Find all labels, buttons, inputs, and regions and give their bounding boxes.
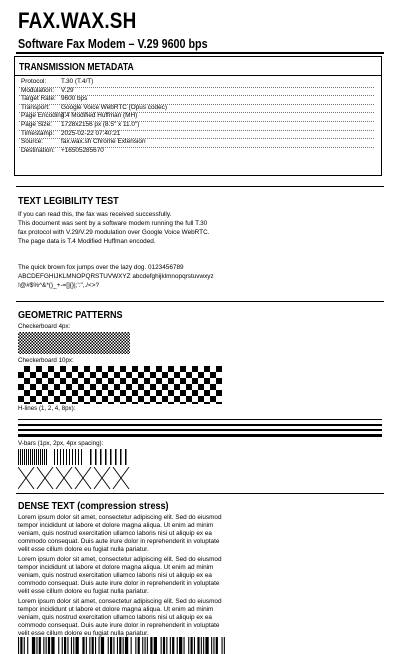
metadata-row-page-encoding [19, 112, 374, 121]
dense-line: commodo consequat. Duis aute irure dolor in reprehenderit in voluptate [18, 580, 220, 587]
metadata-row-protocol [19, 78, 374, 87]
barcode-bar [224, 637, 225, 654]
barcode-bar [194, 637, 195, 654]
metadata-key: Target Rate: [21, 95, 56, 103]
barcode-bar [163, 637, 165, 654]
metadata-value: 9600 bps [61, 95, 88, 103]
barcode-bar [95, 637, 96, 654]
metadata-key: Protocol: [21, 78, 47, 85]
barcode-bar [154, 637, 157, 654]
diagonal-cross-pattern [18, 467, 130, 489]
metadata-row-page-size [19, 121, 374, 130]
metadata-separator [15, 75, 381, 76]
barcode-bar [92, 637, 94, 654]
metadata-row-modulation [19, 87, 374, 96]
barcode-bar [125, 637, 128, 654]
barcode-bar [76, 637, 79, 654]
barcode-bar [67, 637, 68, 654]
barcode-bar [145, 637, 146, 654]
dense-line: veniam, quis nostrud exercitation ullamco laboris nisi ut aliquip ex ea [18, 572, 212, 579]
checkerboard-coarse [18, 366, 222, 404]
patterns-heading: GEOMETRIC PATTERNS [18, 309, 123, 321]
barcode-strip [18, 637, 232, 654]
barcode-bar [179, 637, 182, 654]
barcode-bar [27, 637, 28, 654]
barcode-bar [89, 637, 90, 654]
legibility-line: This document was sent by a software modem running the full T.30 [18, 220, 208, 227]
barcode-bar [32, 637, 35, 654]
metadata-key: Transport: [21, 103, 50, 111]
pangram-line: The quick brown fox jumps over the lazy dog. 0123456789 [18, 264, 184, 271]
barcode-bar [201, 637, 202, 654]
barcode-bar [213, 637, 214, 654]
barcode-bar [36, 637, 37, 654]
section-rule [16, 493, 384, 494]
barcode-bar [24, 637, 25, 654]
metadata-row-timestamp [19, 130, 374, 139]
barcode-bar [131, 637, 132, 654]
dense-line: velit esse cillum dolore eu fugiat nulla pariatur. [18, 630, 149, 637]
barcode-bar [108, 637, 109, 654]
dense-line: veniam, quis nostrud exercitation ullamco laboris nisi ut aliquip ex ea [18, 614, 212, 621]
metadata-key: Timestamp: [21, 129, 55, 137]
barcode-bar [147, 637, 148, 654]
metadata-row-target-rate [19, 95, 374, 104]
barcode-bar [203, 637, 204, 654]
barcode-bar [82, 637, 84, 654]
page-title: FAX.WAX.SH [18, 8, 137, 33]
dense-line: velit esse cillum dolore eu fugiat nulla pariatur. [18, 588, 149, 595]
title-rule [16, 52, 384, 54]
barcode-bar [135, 637, 136, 654]
legibility-heading: TEXT LEGIBILITY TEST [18, 195, 119, 207]
barcode-bar [64, 637, 66, 654]
barcode-bar [172, 637, 174, 654]
metadata-row-transport [19, 104, 374, 113]
metadata-value: +16505285670 [61, 146, 104, 154]
barcode-bar [73, 637, 74, 654]
vbars-1px [18, 449, 48, 465]
dense-line: veniam, quis nostrud exercitation ullamco laboris nisi ut aliquip ex ea [18, 530, 212, 537]
metadata-value: 2025-02-22 07:40:21 [61, 129, 121, 137]
symbols-line: !@#$%^&*()_+-=[]{}|;':",./<>? [18, 282, 100, 289]
metadata-row-divider [19, 104, 374, 105]
barcode-bar [170, 637, 171, 654]
barcode-bar [222, 637, 223, 654]
legibility-line: The page data is T.4 Modified Huffman encoded. [18, 238, 156, 245]
barcode-bar [46, 637, 47, 654]
barcode-bar [138, 637, 140, 654]
barcode-bar [71, 637, 72, 654]
metadata-key: Page Encoding: [21, 112, 67, 120]
metadata-value: 1728x2156 px (8.5" x 11.0") [61, 120, 140, 128]
barcode-bar [58, 637, 59, 654]
checker-coarse-label: Checkerboard 10px: [18, 357, 74, 364]
metadata-value: Google Voice WebRTC (Opus codec) [61, 103, 167, 111]
page-subtitle: Software Fax Modem – V.29 9600 bps [18, 37, 208, 51]
dense-line: commodo consequat. Duis aute irure dolor in reprehenderit in voluptate [18, 538, 220, 545]
dense-line: commodo consequat. Duis aute irure dolor in reprehenderit in voluptate [18, 622, 220, 629]
barcode-bar [188, 637, 189, 654]
metadata-table [19, 78, 374, 155]
dense-line: tempor incididunt ut labore et dolore magna aliqua. Ut enim ad minim [18, 606, 214, 613]
metadata-box [14, 56, 382, 176]
checker-fine-label: Checkerboard 4px: [18, 323, 71, 330]
hline-8px [18, 434, 382, 437]
vbars-2px [54, 449, 84, 465]
hline-1px [18, 419, 382, 420]
barcode-bar [48, 637, 50, 654]
barcode-bar [117, 637, 118, 654]
barcode-bar [216, 637, 218, 654]
barcode-bar [197, 637, 199, 654]
checkerboard-fine [18, 332, 130, 354]
metadata-key: Page Size: [21, 120, 52, 128]
barcode-bar [113, 637, 114, 654]
barcode-bar [161, 637, 162, 654]
barcode-bar [191, 637, 193, 654]
dense-line: tempor incididunt ut labore et dolore magna aliqua. Ut enim ad minim [18, 564, 214, 571]
barcode-bar [119, 637, 121, 654]
barcode-bar [62, 637, 63, 654]
barcode-bar [51, 637, 54, 654]
metadata-row-divider [19, 121, 374, 122]
metadata-row-divider [19, 87, 374, 88]
barcode-bar [18, 637, 19, 654]
section-rule [16, 301, 384, 302]
metadata-value: T.4 Modified Huffman (MH) [61, 112, 138, 120]
metadata-row-divider [19, 95, 374, 96]
metadata-key: Destination: [21, 146, 55, 154]
dense-line: Lorem ipsum dolor sit amet, consectetur adipiscing elit. Sed do eiusmod [18, 514, 222, 521]
metadata-key: Source: [21, 138, 44, 146]
barcode-bar [43, 637, 44, 654]
section-rule [16, 186, 384, 187]
barcode-bar [101, 637, 104, 654]
dense-line: Lorem ipsum dolor sit amet, consectetur adipiscing elit. Sed do eiusmod [18, 598, 222, 605]
metadata-heading: TRANSMISSION METADATA [19, 62, 134, 73]
barcode-bar [166, 637, 167, 654]
metadata-row-source [19, 138, 374, 147]
metadata-key: Modulation: [21, 86, 55, 94]
barcode-bar [205, 637, 208, 654]
barcode-bar [150, 637, 152, 654]
barcode-bar [99, 637, 100, 654]
vbars-4px [90, 449, 130, 465]
barcode-bar [184, 637, 185, 654]
barcode-bar [86, 637, 87, 654]
barcode-bar [177, 637, 178, 654]
metadata-value: V.29 [61, 86, 74, 94]
barcode-bar [123, 637, 124, 654]
metadata-row-divider [19, 112, 374, 113]
vbars-label: V-bars (1px, 2px, 4px spacing): [18, 440, 104, 447]
dense-line: velit esse cillum dolore eu fugiat nulla pariatur. [18, 546, 149, 553]
barcode-bar [211, 637, 212, 654]
alphabet-line: ABCDEFGHIJKLMNOPQRSTUVWXYZ abcdefghijklmnopqrstuvwxyz [18, 273, 214, 280]
legibility-line: If you can read this, the fax was received successfully. [18, 211, 172, 218]
barcode-bar [39, 637, 41, 654]
hlines-label: H-lines (1, 2, 4, 8px): [18, 405, 76, 412]
metadata-row-divider [19, 138, 374, 139]
metadata-value: fax.wax.sh Chrome Extension [61, 138, 146, 146]
metadata-row-divider [19, 130, 374, 131]
hline-4px [18, 429, 382, 431]
hline-2px [18, 424, 382, 426]
metadata-row-destination [19, 147, 374, 156]
dense-heading: DENSE TEXT (compression stress) [18, 500, 169, 512]
barcode-bar [142, 637, 143, 654]
dense-line: Lorem ipsum dolor sit amet, consectetur adipiscing elit. Sed do eiusmod [18, 556, 222, 563]
dense-line: tempor incididunt ut labore et dolore magna aliqua. Ut enim ad minim [18, 522, 214, 529]
barcode-bar [20, 637, 22, 654]
legibility-line: fax protocol with V.29/V.29 modulation over Google Voice WebRTC. [18, 229, 210, 236]
metadata-row-divider [19, 147, 374, 148]
metadata-value: T.30 (T.4/T) [61, 78, 94, 85]
barcode-bar [110, 637, 112, 654]
